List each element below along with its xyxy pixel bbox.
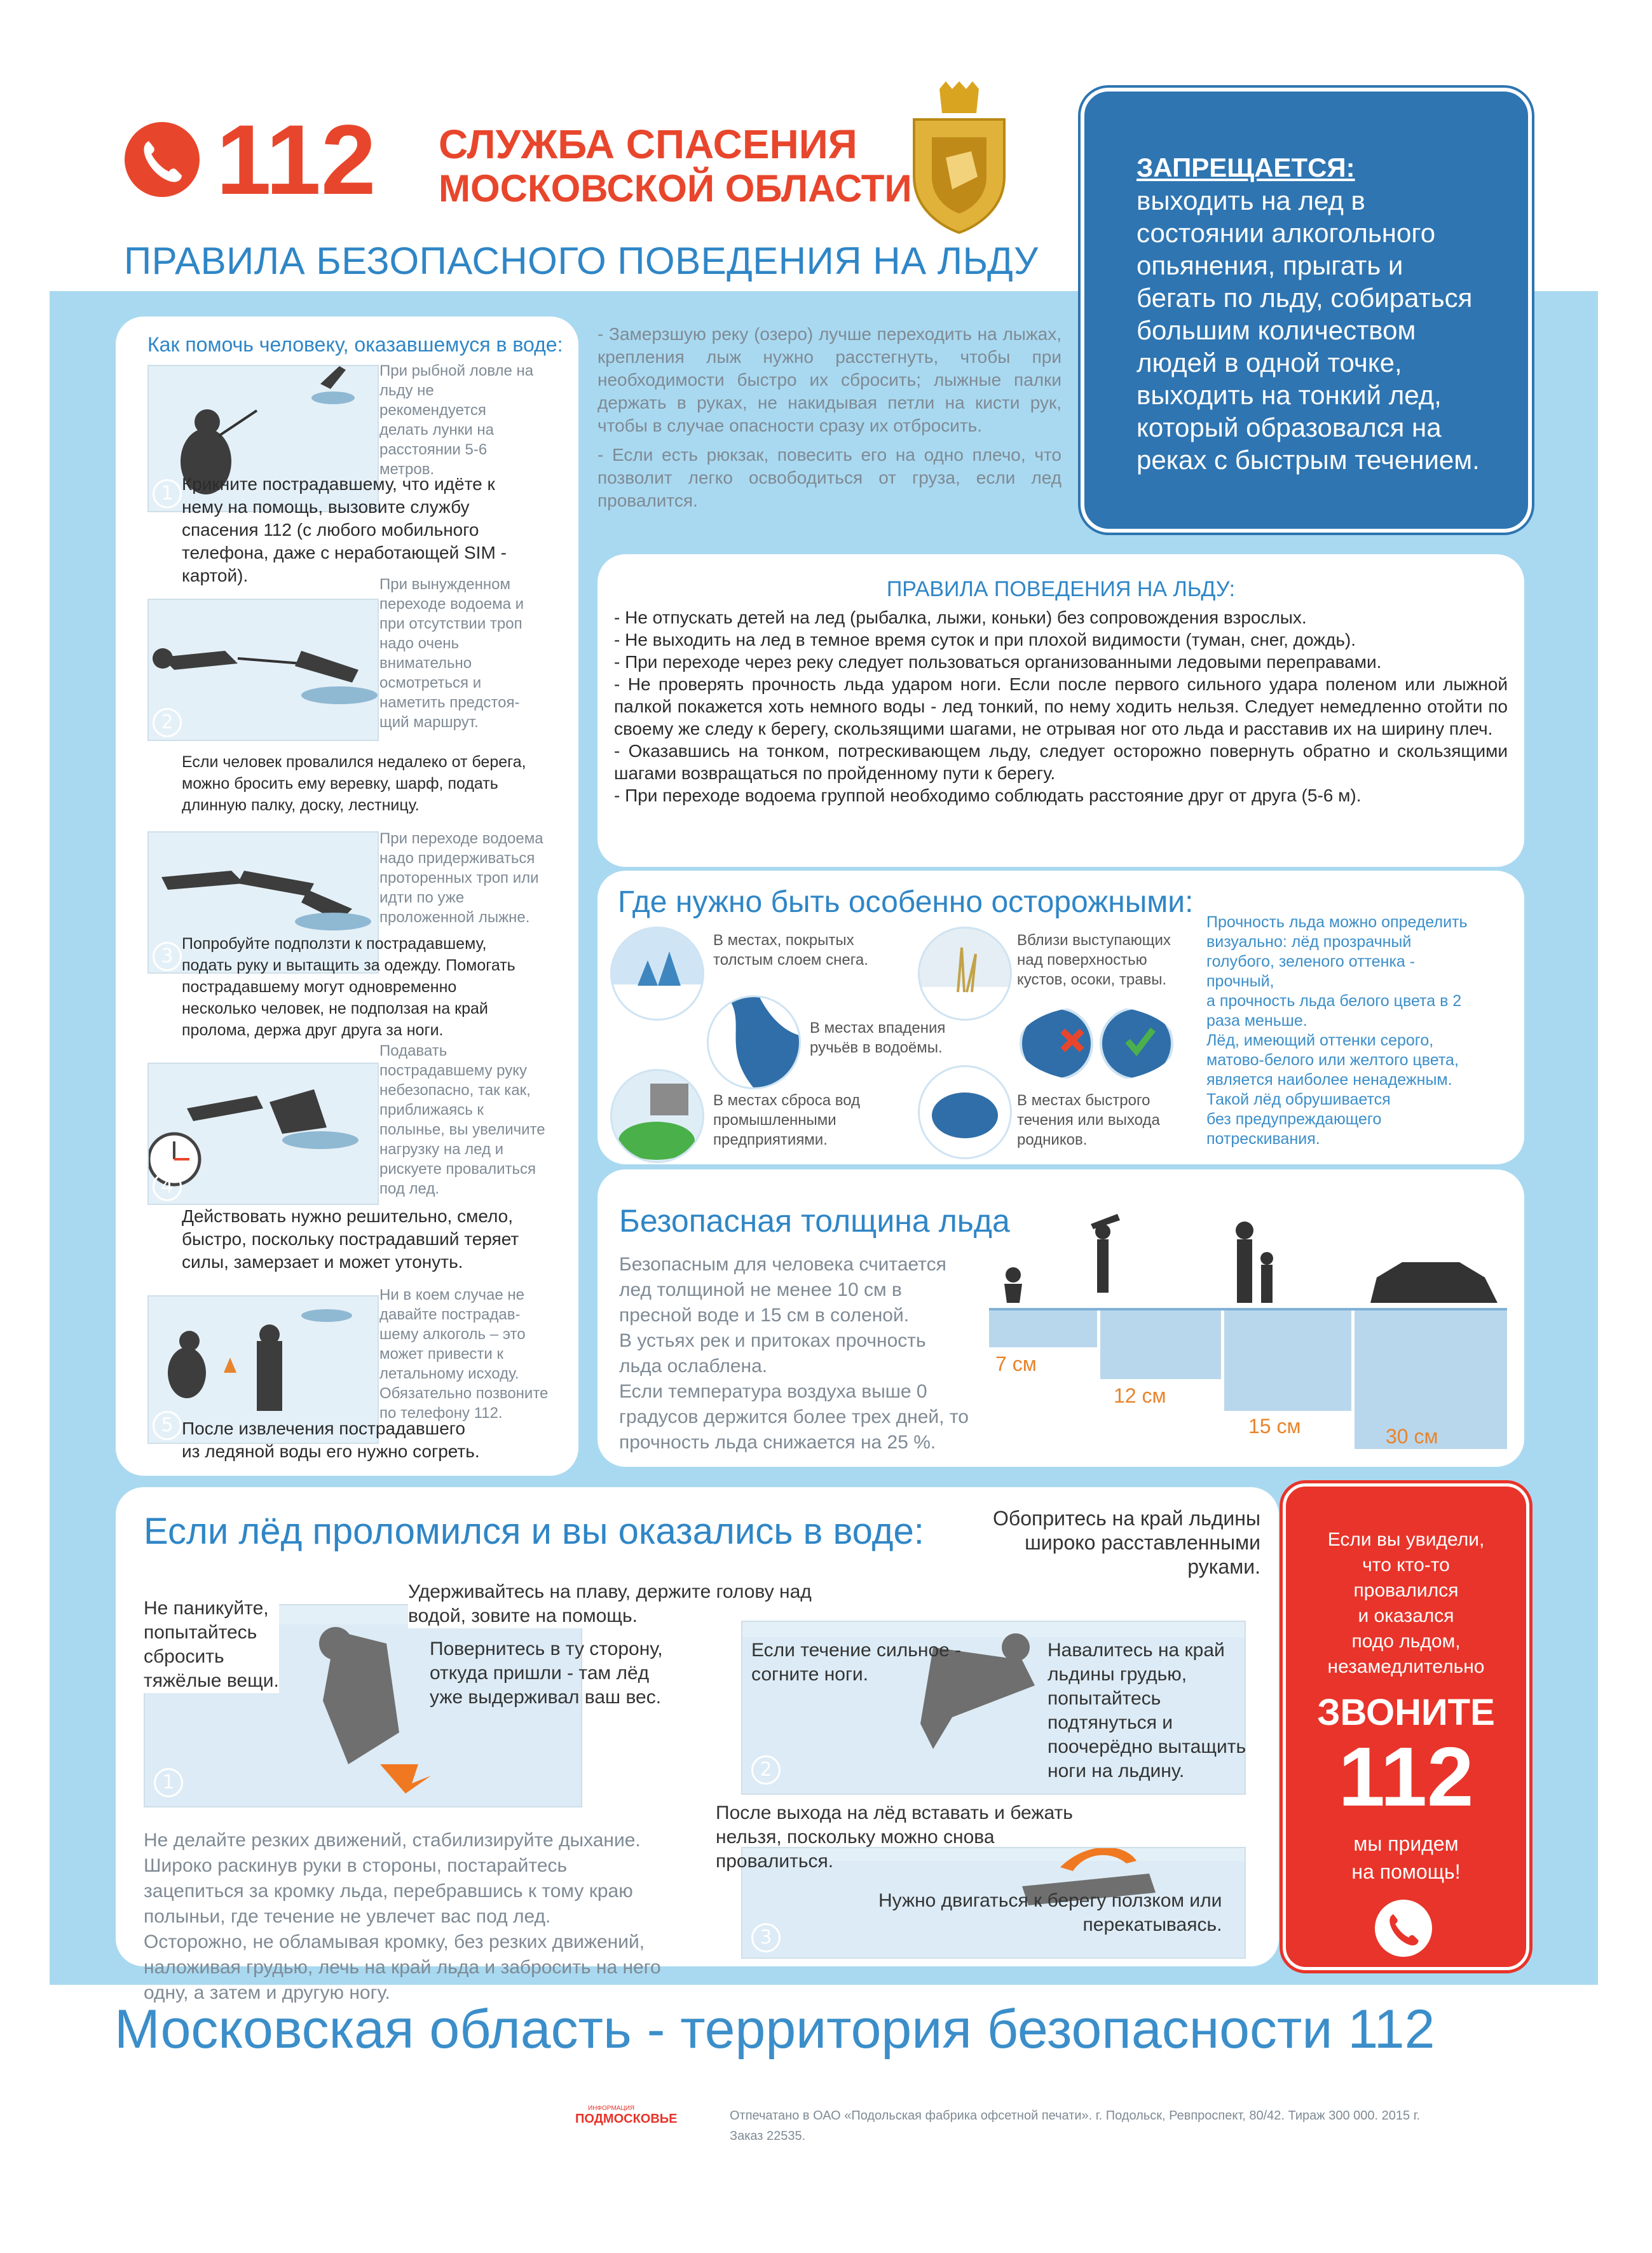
forbidden-heading: ЗАПРЕЩАЕТСЯ: <box>1137 153 1355 182</box>
call-112-box <box>1283 1483 1529 1970</box>
ski-tips <box>597 323 1062 512</box>
rule-item: - Не выходить на лед в темное время суток и при плохой видимости (туман, снег, дождь). <box>614 630 1356 650</box>
order-number: Заказ 22535. <box>730 2129 806 2143</box>
call-intro: Если вы увидели, что кто-то провалился и оказался подо льдом, незамедлительно <box>1327 1529 1485 1677</box>
forbidden-text: выходить на лед в состоянии алкогольного опьянения, прыгать и бегать по льду, собираться большим количеством людей в одной точке, выходить на тонкий лед, который образовался на реках с быстрым течением. <box>1137 186 1480 475</box>
pipe-icon <box>610 1069 704 1163</box>
call-cta: ЗВОНИТЕ <box>1317 1692 1495 1733</box>
help-heading: Как помочь человеку, оказавшемуся в воде: <box>147 333 563 356</box>
call-number: 112 <box>1338 1730 1474 1823</box>
water-step3-number: 3 <box>751 1923 781 1952</box>
ice-color-note: Прочность льда можно определить визуально: лёд прозрачный голубого, зеленого оттенка - прочный, а прочность льда белого цвета в 2 раза меньше. Лёд, имеющий оттенки серого, матово-белого или желтого цвета, является наиболее ненадежным. Такой лёд обрушивается без предупреждающего потрескивания. <box>1206 913 1468 1148</box>
step3-number: 3 <box>153 942 182 971</box>
caution-spring: В местах быстрого течения или выхода родников. <box>1017 1092 1160 1148</box>
podmoskovye-logo <box>575 2105 678 2127</box>
in-water-heading: Если лёд проломился и вы оказались в воде: <box>144 1511 924 1552</box>
thickness-level-7: 7 см <box>995 1352 1037 1375</box>
help-card <box>116 317 578 1476</box>
step4-illustration <box>147 1063 379 1205</box>
thickness-level-15: 15 см <box>1248 1415 1301 1438</box>
step2-illustration <box>147 599 379 741</box>
no-run-tip: После выхода на лёд вставать и бежать нельзя, поскольку можно снова провалиться. <box>716 1802 1073 1872</box>
snow-icon <box>610 927 704 1021</box>
phone-icon <box>125 122 200 197</box>
stream-icon <box>707 995 801 1089</box>
thickness-card <box>597 1169 1524 1467</box>
turn-back: Повернитесь в ту сторону, откуда пришли - там лёд уже выдерживал ваш вес. <box>430 1638 663 1708</box>
in-water-card <box>116 1487 1279 2003</box>
lean-tip: Обопритесь на край льдины широко расставленными руками. <box>993 1507 1260 1578</box>
page-title: ПРАВИЛА БЕЗОПАСНОГО ПОВЕДЕНИЯ НА ЛЬДУ <box>124 240 1039 282</box>
ski-tip-1: - Замерзшую реку (озеро) лучше переходить на лыжах, крепления лыж нужно расстегнуть, чтобы при необходимости быстро их сбросить; лыжные палки держать в руках, не накидывая петли на кисти рук, чтобы в случае опасности сразу их отбросить. <box>597 324 1062 435</box>
rules-heading: ПРАВИЛА ПОВЕДЕНИЯ НА ЛЬДУ: <box>886 577 1236 601</box>
step2-number: 2 <box>153 708 182 737</box>
logo-small-text: ИНФОРМАЦИЯ <box>588 2105 635 2112</box>
call-promise: мы придем на помощь! <box>1351 1832 1461 1883</box>
rule-item: - Оказавшись на тонком, потрескивающем льду, следует осторожно повернуть обратно и скользящими шагами возвращаться по пройденному пути к берегу. <box>614 741 1508 783</box>
no-panic: Не паникуйте, попытайтесь сбросить тяжёлые вещи. <box>144 1596 279 1693</box>
forbidden-box <box>1081 88 1532 533</box>
step5-text: После извлечения пострадавшего из ледяной воды его нужно согреть. <box>182 1419 480 1461</box>
step3-note: При переходе водоема надо придерживаться проторенных троп или идти по уже проложенной лыжне. <box>379 830 543 926</box>
rules-list <box>614 606 1508 807</box>
print-info: Отпечатано в ОАО «Подольская фабрика офсетной печати». г. Подольск, Ревпроспект, 80/42. Тираж 300 000. 2015 г. <box>730 2109 1421 2123</box>
step3-text: Попробуйте подползти к пострадавшему, подать руку и вытащить за одежду. Помогать пострадавшему могут одновременно несколько человек, не подползая на край пролома, держа друг друга за ноги. <box>182 935 515 1039</box>
step1-note: При рыбной ловле на льду не рекомендуется делать лунки на расстоянии 5-6 метров. <box>379 362 534 478</box>
rule-item: - Не отпускать детей на лед (рыбалка, лыжи, коньки) без сопровождения взрослых. <box>614 608 1307 627</box>
thickness-text: Безопасным для человека считается лед толщиной не менее 10 см в пресной воде и 15 см в соленой. В устьях рек и притоках прочность льда ослаблена. Если температура воздуха выше 0 градусов держится более трех дней, то прочность льда снижается на 25 %. <box>619 1254 969 1453</box>
step2-text: Если человек провалился недалеко от берега, можно бросить ему веревку, шарф, подать длинную палку, доску, лестницу. <box>182 753 526 814</box>
rule-item: - Не проверять прочность льда ударом ноги. Если после первого сильного удара поленом или лыжной палкой покажется хоть немного воды - лед тонкий, по нему ходить нельзя. Следует немедленно отойти по своему же следу к берегу, скользящими шагами, не отрывая ног ото льда и расставив их на ширину плеч. <box>614 674 1508 739</box>
step5-note: Ни в коем случае не давайте пострадав- шему алкоголь – это может привести к летальному исходу. Обязательно позвоните по телефону 112. <box>379 1286 549 1422</box>
stay-afloat: Удерживайтесь на плаву, держите голову над водой, зовите на помощь. <box>408 1580 812 1628</box>
thin-ice-icon <box>1018 1005 1176 1082</box>
step4-number: 4 <box>153 1172 182 1201</box>
calm-tip: Не делайте резких движений, стабилизируйте дыхание. Широко раскинув руки в стороны, постарайтесь зацепиться за кромку льда, перебравшись к тому краю полыньи, где течение не увлечет вас под лед. Осторожно, не обламывая кромку, без резких движений, наложивая грудью, лечь на край льда и забросить на него одну, а затем и другую ногу. <box>144 1830 661 2003</box>
step4-note: Подавать пострадавшему руку небезопасно, так как, приближаясь к полынье, вы увеличите нагрузку на лед и рискуете провалиться под лед. <box>379 1042 545 1197</box>
ski-tip-2: - Если есть рюкзак, повесить его на одно плечо, что позволит легко освободиться от груза, если лед провалится. <box>597 445 1062 510</box>
caution-snow: В местах, покрытых толстым слоем снега. <box>713 932 868 969</box>
caution-stream: В местах впадения ручьёв в водоёмы. <box>810 1019 946 1056</box>
step2-note: При вынужденном переходе водоема и при отсутствии троп надо очень внимательно осмотреться и наметить предстоя- щий маршрут. <box>379 576 524 731</box>
water-step2-number: 2 <box>751 1755 781 1785</box>
thickness-level-12: 12 см <box>1114 1384 1166 1407</box>
rule-item: - При переходе через реку следует пользоваться организованными ледовыми переправами. <box>614 652 1382 672</box>
thickness-level-30: 30 см <box>1386 1425 1438 1448</box>
logo-text: ПОДМОСКОВЬЕ <box>575 2112 678 2126</box>
rule-item: - При переходе водоема группой необходимо соблюдать расстояние друг от друга (5-6 м). <box>614 786 1362 805</box>
current-tip: Если течение сильное - согните ноги. <box>751 1640 962 1685</box>
caution-industrial: В местах сброса вод промышленными предприятиями. <box>713 1092 861 1148</box>
caution-heading: Где нужно быть особенно осторожными: <box>618 885 1194 919</box>
service-name-line2: МОСКОВСКОЙ ОБЛАСТИ <box>439 167 912 210</box>
caution-reeds: Вблизи выступающих над поверхностью кустов, осоки, травы. <box>1017 932 1171 988</box>
rules-card <box>597 554 1524 867</box>
step1-number: 1 <box>153 479 182 508</box>
caution-card <box>597 871 1524 1164</box>
service-name-line1: СЛУЖБА СПАСЕНИЯ <box>439 121 857 167</box>
spring-icon <box>918 1065 1012 1159</box>
coat-of-arms-icon <box>901 81 1017 234</box>
crawl-tip: Нужно двигаться к берегу ползком или перекатываясь. <box>878 1890 1222 1935</box>
step4-text: Действовать нужно решительно, смело, быстро, поскольку пострадавший теряет силы, замерзает и может утонуть. <box>182 1206 519 1272</box>
reeds-icon <box>918 927 1012 1021</box>
emergency-number: 112 <box>216 105 376 215</box>
climb-tip: Навалитесь на край льдины грудью, попытайтесь подтянуться и поочерёдно вытащить ноги на льдину. <box>1048 1640 1246 1781</box>
footer-slogan: Московская область - территория безопасности 112 <box>114 1999 1435 2060</box>
thickness-heading: Безопасная толщина льда <box>619 1203 1010 1239</box>
water-step1-number: 1 <box>154 1768 183 1797</box>
call-phone-icon[interactable] <box>1375 1900 1432 1957</box>
step1-text: Крикните пострадавшему, что идёте к нему на помощь, вызовите службу спасения 112 (с любого мобильного телефона, даже с неработающей SIM - картой). <box>182 474 507 585</box>
step5-number: 5 <box>153 1411 182 1440</box>
